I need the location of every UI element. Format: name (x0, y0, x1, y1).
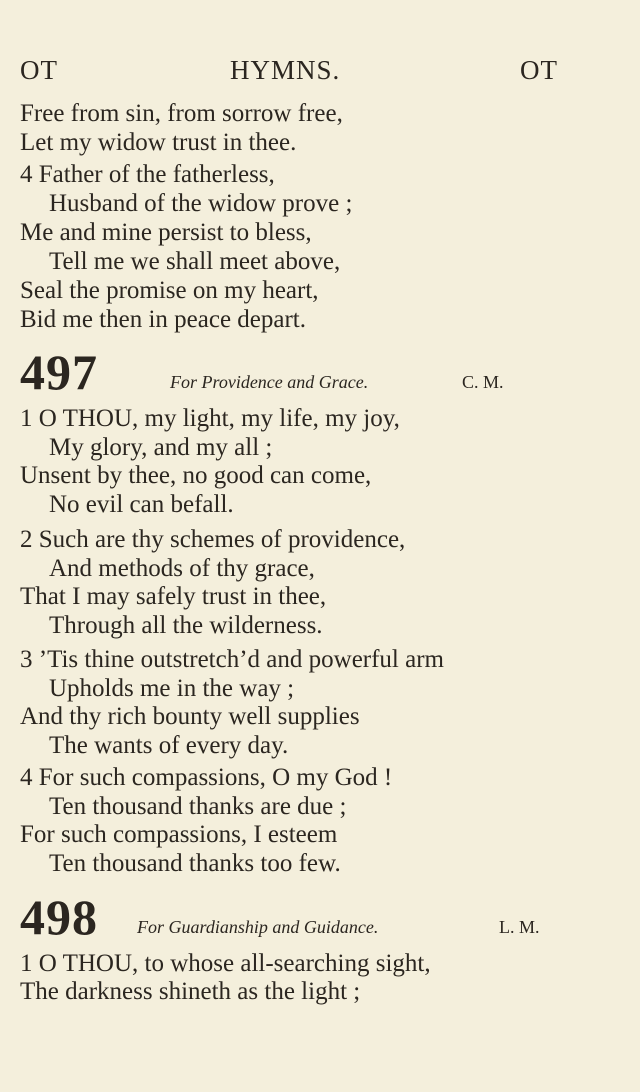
verse-line: Let my widow trust in thee. (20, 129, 297, 156)
hymn-number-498: 498 (20, 889, 98, 945)
verse-line: 2 Such are thy schemes of providence, (20, 526, 406, 553)
verse-line: My glory, and my all ; (49, 434, 273, 461)
header-right: OT (520, 55, 558, 85)
verse-line: Ten thousand thanks too few. (49, 850, 341, 877)
hymn-title-497: For Providence and Grace. (170, 372, 369, 392)
hymn-title-498: For Guardianship and Guidance. (137, 917, 379, 937)
verse-line: Free from sin, from sorrow free, (20, 100, 343, 127)
verse-line: Husband of the widow prove ; (49, 190, 353, 217)
verse-line: Unsent by thee, no good can come, (20, 462, 372, 489)
running-header (20, 55, 558, 89)
verse-line: Tell me we shall meet above, (49, 248, 341, 275)
verse-line: 3 ’Tis thine outstretch’d and powerful arm (20, 646, 444, 673)
verse-line: Me and mine persist to bless, (20, 219, 312, 246)
hymn-meter-498: L. M. (499, 917, 540, 937)
header-title: HYMNS. (230, 55, 341, 85)
verse-line: Through all the wilderness. (49, 612, 323, 639)
verse-line: The wants of every day. (49, 732, 289, 759)
verse-line: That I may safely trust in thee, (20, 583, 327, 610)
verse-line: 4 Father of the fatherless, (20, 161, 275, 188)
verse-line: The darkness shineth as the light ; (20, 978, 361, 1005)
verse-line: 1 O THOU, to whose all-searching sight, (20, 950, 431, 977)
hymn-meter-497: C. M. (462, 372, 504, 392)
verse-line: 1 O THOU, my light, my life, my joy, (20, 405, 400, 432)
verse-line: And thy rich bounty well supplies (20, 703, 360, 730)
verse-line: 4 For such compassions, O my God ! (20, 764, 393, 791)
verse-line: And methods of thy grace, (49, 555, 315, 582)
header-left: OT (20, 55, 58, 85)
verse-line: For such compassions, I esteem (20, 821, 338, 848)
verse-line: Upholds me in the way ; (49, 675, 295, 702)
verse-line: No evil can befall. (49, 491, 234, 518)
verse-line: Ten thousand thanks are due ; (49, 793, 347, 820)
verse-line: Seal the promise on my heart, (20, 277, 319, 304)
hymn-number-497: 497 (20, 344, 98, 400)
verse-line: Bid me then in peace depart. (20, 306, 306, 333)
